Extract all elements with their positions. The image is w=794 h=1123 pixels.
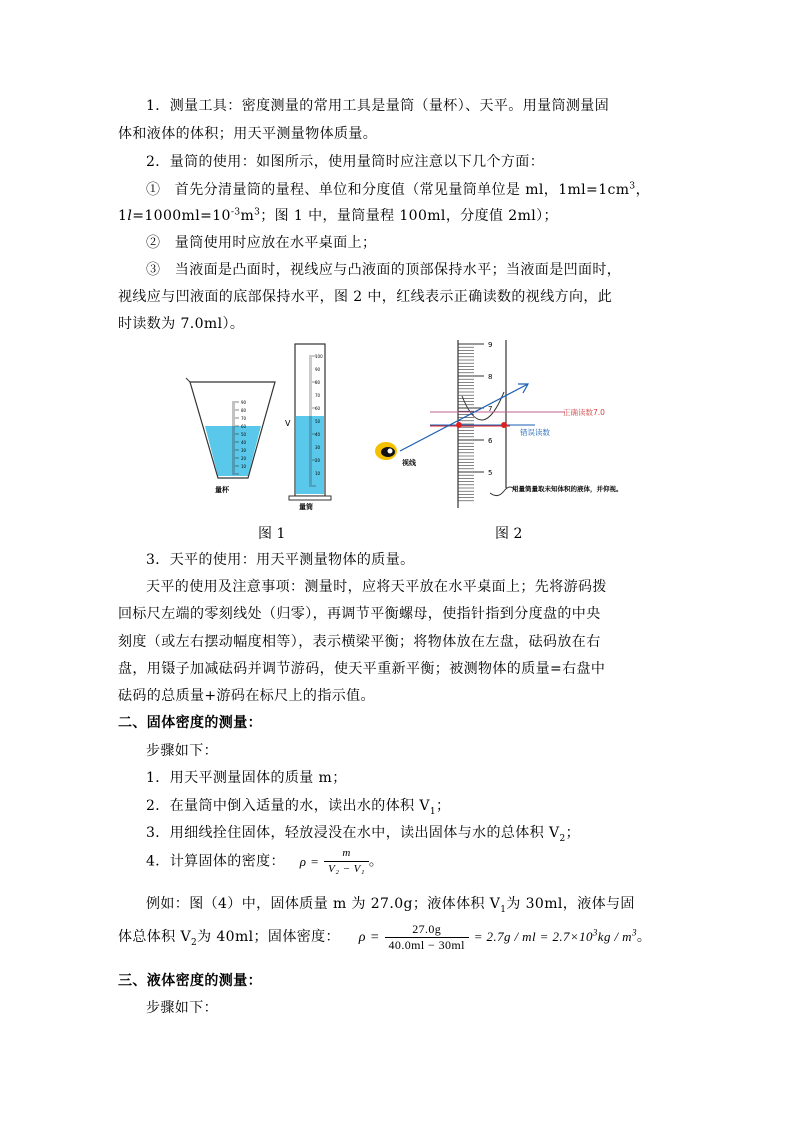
text-line: 例如：图（4）中，固体质量 m 为 27.0g；液体体积 $V_1$为 30ml，液体与固 — [146, 896, 635, 915]
text-line: 步骤如下： — [146, 743, 218, 759]
cylinder-tick-label: 70 — [315, 393, 321, 398]
step-line: 1．用天平测量固体的质量 m； — [146, 770, 347, 786]
figure-1 — [185, 338, 345, 518]
text-line: 体和液体的体积；用天平测量物体质量。 — [118, 126, 378, 142]
figure-2-tick-label: 9 — [488, 341, 493, 349]
section-heading: 三、液体密度的测量： — [118, 973, 262, 989]
cup-tick-label: 40 — [241, 440, 247, 445]
text-line: ① 首先分清量筒的量程、单位和分度值（常见量筒单位是 ml，$1ml=1cm^3$， — [146, 181, 650, 198]
cylinder-label: 量筒 — [299, 503, 313, 511]
step-line: 3．用细线拴住固体，轻放浸没在水中，读出固体与水的总体积 $V_2$； — [146, 825, 581, 844]
figure-2-tick-label: 6 — [488, 437, 493, 445]
cup-water — [205, 426, 261, 476]
cup-tick-label: 50 — [241, 432, 247, 437]
text-line: 刻度（或左右摆动幅度相等），表示横梁平衡；将物体放在左盘，砝码放在右 — [118, 634, 601, 650]
figure-2-tick-label: 7 — [488, 405, 493, 413]
v-label: V — [285, 419, 291, 428]
cylinder-tick-label: 20 — [315, 458, 321, 463]
eye-label: 视线 — [402, 459, 416, 467]
reading-dot — [456, 422, 462, 428]
text-line: 天平的使用及注意事项：测量时，应将天平放在水平桌面上；先将游码拨 — [146, 579, 607, 595]
text-line: $1l=1000ml=10^{-3}m^3$；图 1 中，量筒量程 100ml，分度值 2ml）； — [118, 207, 558, 224]
cylinder-tick-label: 10 — [315, 471, 321, 476]
cup-label: 量杯 — [215, 486, 229, 494]
cylinder-tick-label: 60 — [315, 406, 321, 411]
cup-tick-label: 90 — [241, 400, 247, 405]
cylinder-tick-label: 30 — [315, 445, 321, 450]
text-line: 3．天平的使用：用天平测量物体的质量。 — [146, 552, 415, 568]
text-line: ③ 当液面是凸面时，视线应与凸液面的顶部保持水平；当液面是凹面时， — [146, 262, 622, 278]
text-line: 2．量筒的使用：如图所示，使用量筒时应注意以下几个方面： — [146, 154, 545, 170]
density-formula: $\frac{m}{\text{V₂ − V₁}}$ — [324, 846, 369, 877]
eye-icon — [375, 442, 397, 460]
sight-line — [400, 384, 528, 451]
cylinder-water — [296, 416, 324, 494]
step-line: 4．计算固体的密度： ρ = $\frac{m}{\text{V₂ − V₁}}$ 。 — [146, 847, 384, 875]
cylinder-tick-label: 50 — [315, 419, 321, 424]
figure-2-caption: 图 2 — [495, 526, 523, 542]
cup-tick-label: 30 — [241, 448, 247, 453]
cylinder-tick-label: 100 — [315, 354, 323, 359]
text-line: 1．测量工具：密度测量的常用工具是量筒（量杯）、天平。用量筒测量固 — [146, 98, 610, 114]
cylinder-tick-label: 80 — [315, 380, 321, 385]
cup-tick-label: 10 — [241, 464, 247, 469]
example-formula: $\frac{27.0g}{40.0ml - 30ml}$ — [385, 922, 469, 953]
cup-tick-label: 80 — [241, 408, 247, 413]
text-line: 视线应与凹液面的底部保持水平，图 2 中，红线表示正确读数的视线方向，此 — [118, 289, 613, 305]
text-line: 体总体积 $V_2$为 40ml；固体密度： ρ = $\frac{27.0g}{40.0ml - 30ml}$ = 2.7g / ml = $2.7\times 10^3kg / m^3$。 — [118, 921, 652, 952]
cylinder-base — [289, 496, 331, 500]
text-line: 回标尺左端的零刻线处（归零），再调节平衡螺母，使指针指到分度盘的中央 — [118, 606, 601, 622]
figure-2-note: 用量筒量取未知体积的液体，并仰视。 — [512, 485, 623, 493]
text-line: ② 量筒使用时应放在水平桌面上； — [146, 235, 377, 251]
section-heading: 二、固体密度的测量： — [118, 715, 262, 731]
step-line: 2．在量筒中倒入适量的水，读出水的体积 $V_1$； — [146, 798, 451, 817]
text-line: 步骤如下： — [146, 1000, 218, 1016]
reading-dot — [501, 422, 507, 428]
text-line: 砝码的总质量+游码在标尺上的指示值。 — [118, 688, 375, 704]
cylinder-tick-label: 90 — [315, 367, 321, 372]
text-line: 盘，用镊子加减砝码并调节游码，使天平重新平衡；被测物体的质量=右盘中 — [118, 661, 606, 677]
cup-tick-label: 70 — [241, 416, 247, 421]
cup-tick-label: 20 — [241, 456, 247, 461]
text-line: 时读数为 7.0ml）。 — [118, 316, 245, 332]
cup-tick-label: 60 — [241, 424, 247, 429]
figure-2-tick-label: 5 — [488, 469, 493, 477]
figure-2-tick-label: 8 — [488, 373, 493, 381]
figure-2 — [370, 338, 670, 518]
correct-reading-label: 正确读数7.0 — [563, 408, 605, 417]
figure-1-caption: 图 1 — [258, 526, 286, 542]
cylinder-tick-label: 40 — [315, 432, 321, 437]
wrong-reading-label: 错误读数 — [520, 428, 550, 437]
figure-2-scale — [458, 341, 493, 501]
